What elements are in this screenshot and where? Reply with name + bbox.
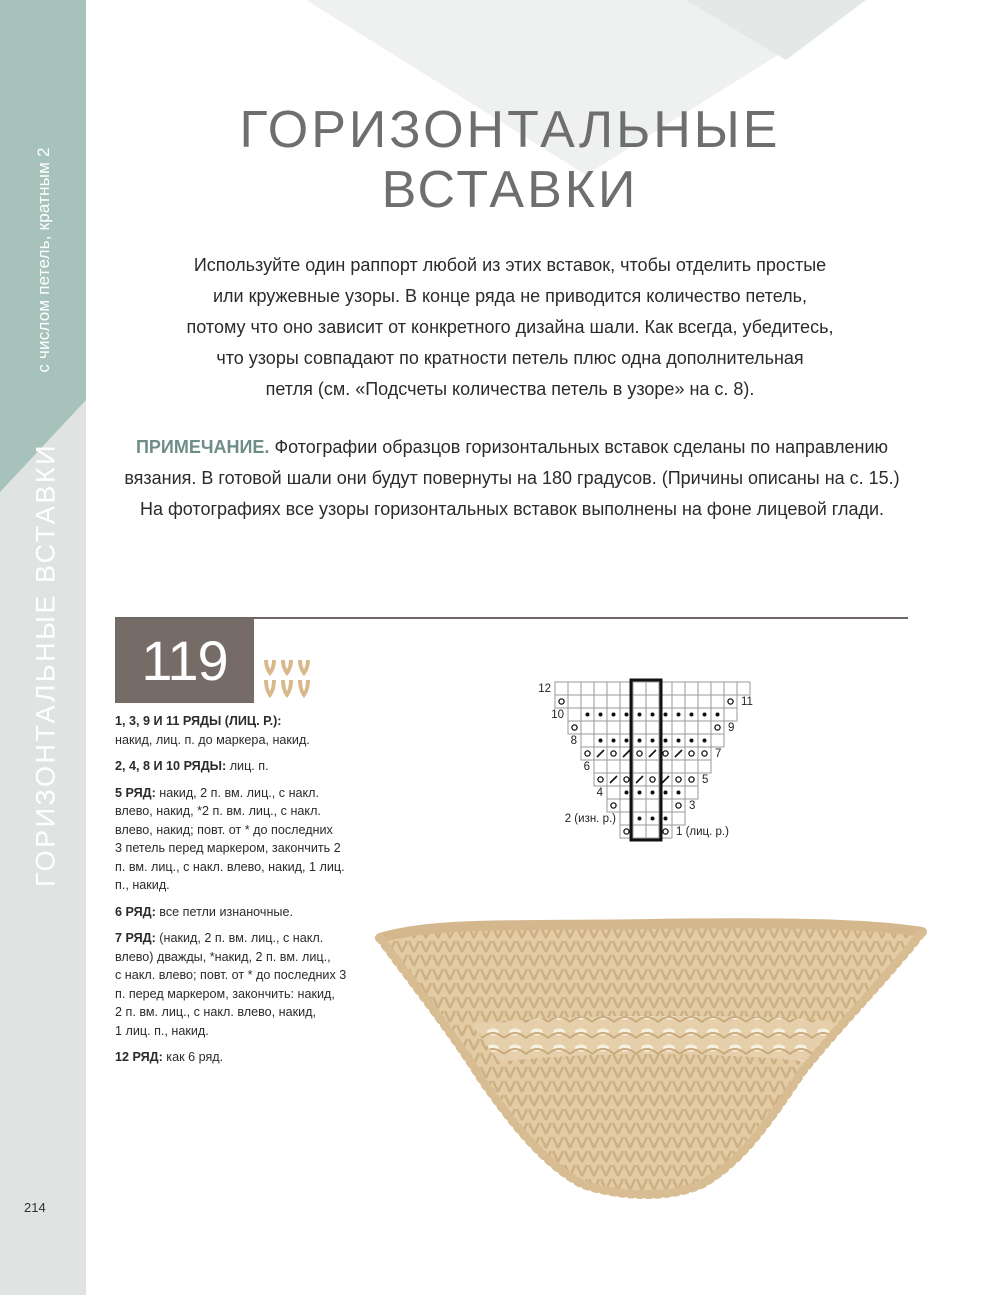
chart-cell <box>633 747 646 760</box>
chart-cell <box>672 721 685 734</box>
purl-symbol <box>664 817 668 821</box>
chart-cell <box>672 773 685 786</box>
note-text: Фотографии образцов горизонтальных вставок сделаны по направлению <box>269 437 889 457</box>
chart-row-label-right: 1 (лиц. р.) <box>676 826 729 838</box>
purl-symbol <box>651 713 655 717</box>
purl-symbol <box>664 739 668 743</box>
chart-cell <box>594 682 607 695</box>
chart-row-label-right: 7 <box>715 748 722 760</box>
instruction-text: влево) дважды, *накид, 2 п. вм. лиц., <box>115 949 331 964</box>
purl-symbol <box>638 791 642 795</box>
chart-row-label-right: 11 <box>741 696 753 708</box>
chart-cell <box>724 682 737 695</box>
instruction-block <box>115 929 370 1040</box>
instruction-text: все петли изнаночные. <box>155 904 293 919</box>
chart-cell <box>581 682 594 695</box>
chart-cell <box>555 695 568 708</box>
purl-symbol <box>677 739 681 743</box>
intro-line: петля (см. «Подсчеты количества петель в узоре» на с. 8). <box>265 379 755 399</box>
instruction-block <box>115 1048 370 1067</box>
purl-symbol <box>625 713 629 717</box>
chart-cell <box>581 747 594 760</box>
knitting-chart <box>515 676 795 861</box>
chart-cell <box>711 682 724 695</box>
chart-cell <box>607 760 620 773</box>
chart-cell <box>555 682 568 695</box>
purl-symbol <box>690 739 694 743</box>
page-title <box>150 100 870 220</box>
instruction-head: 7 РЯД: <box>115 931 156 945</box>
instruction-head: 12 РЯД: <box>115 1050 163 1064</box>
chart-cell <box>607 695 620 708</box>
intro-line: Используйте один раппорт любой из этих вставок, чтобы отделить простые <box>193 255 827 275</box>
chart-cell <box>698 721 711 734</box>
swatch-body <box>380 923 922 1194</box>
instruction-text: накид, 2 п. вм. лиц., с накл. <box>155 785 320 800</box>
chart-cell <box>594 695 607 708</box>
purl-symbol <box>651 817 655 821</box>
chart-cell <box>646 773 659 786</box>
title-line-2: ВСТАВКИ <box>381 161 639 219</box>
chart-cell <box>646 721 659 734</box>
page-number: 214 <box>24 1200 46 1215</box>
instruction-text: влево, накид, *2 п. вм. лиц., с накл. <box>115 804 321 818</box>
chart-cell <box>737 682 750 695</box>
purl-symbol <box>625 739 629 743</box>
chart-row-label-right: 3 <box>689 800 696 812</box>
note-line: На фотографиях все узоры горизонтальных вставок выполнены на фоне лицевой глади. <box>139 499 885 519</box>
chart-cell <box>607 721 620 734</box>
instruction-text: 2 п. вм. лиц., с накл. влево, накид, <box>115 1005 317 1019</box>
chart-cell <box>711 734 724 747</box>
chart-cell <box>711 695 724 708</box>
purl-symbol <box>651 739 655 743</box>
chart-cell <box>646 695 659 708</box>
chart-cell <box>633 682 646 695</box>
chart-cell <box>581 734 594 747</box>
note-paragraph <box>112 432 912 525</box>
pattern-instructions <box>115 712 370 1075</box>
chart-cell <box>685 682 698 695</box>
chart-row-label-left: 10 <box>551 709 564 721</box>
chart-cell <box>711 721 724 734</box>
chart-row-label-left: 12 <box>538 683 551 695</box>
chart-cell <box>672 682 685 695</box>
purl-symbol <box>677 713 681 717</box>
chart-cell <box>672 760 685 773</box>
purl-symbol <box>586 713 590 717</box>
chart-cell <box>646 760 659 773</box>
purl-symbol <box>625 791 629 795</box>
chart-cell <box>581 721 594 734</box>
chart-cell <box>685 695 698 708</box>
chart-cell <box>607 682 620 695</box>
chart-cell <box>672 799 685 812</box>
chart-cell <box>581 695 594 708</box>
chart-cell <box>633 825 646 838</box>
purl-symbol <box>599 713 603 717</box>
instruction-block <box>115 757 370 776</box>
instruction-block <box>115 903 370 922</box>
chart-cell <box>698 695 711 708</box>
purl-symbol <box>703 713 707 717</box>
yarn-skill-icon <box>262 658 314 700</box>
chart-cell <box>568 721 581 734</box>
instruction-text: с накл. влево; повт. от * до последних 3 <box>115 968 347 982</box>
chart-cell <box>568 682 581 695</box>
chart-cell <box>607 747 620 760</box>
chart-cell <box>698 760 711 773</box>
sidebar-section-title: ГОРИЗОНТАЛЬНЫЕ ВСТАВКИ <box>30 442 61 888</box>
instruction-head: 5 РЯД: <box>115 785 156 800</box>
note-line: вязания. В готовой шали они будут повернуты на 180 градусов. (Причины описаны на с. 15.) <box>124 468 900 488</box>
chart-cell <box>633 721 646 734</box>
chart-cell <box>672 812 685 825</box>
note-line <box>112 432 912 463</box>
chart-cell <box>724 695 737 708</box>
chart-row-label-left: 2 (изн. р.) <box>564 813 616 825</box>
title-line-1: ГОРИЗОНТАЛЬНЫЕ <box>239 101 781 159</box>
chart-cell <box>646 825 659 838</box>
instruction-block <box>115 712 370 749</box>
purl-symbol <box>716 713 720 717</box>
chart-cell <box>633 695 646 708</box>
instruction-text: п., накид. <box>115 878 170 892</box>
note-label: ПРИМЕЧАНИЕ. <box>135 437 270 457</box>
instruction-text: (накид, 2 п. вм. лиц., с накл. <box>155 931 324 945</box>
instruction-text: как 6 ряд. <box>162 1050 224 1064</box>
chart-cell <box>646 682 659 695</box>
instruction-text: п. вм. лиц., с накл. влево, накид, 1 лиц. <box>115 859 345 874</box>
purl-symbol <box>612 713 616 717</box>
purl-symbol <box>664 713 668 717</box>
pattern-number: 119 <box>115 619 254 703</box>
instruction-text: накид, лиц. п. до маркера, накид. <box>115 732 310 747</box>
chart-cell <box>633 799 646 812</box>
instruction-head: 1, 3, 9 И 11 РЯДЫ (ЛИЦ. Р.): <box>115 714 282 728</box>
purl-symbol <box>599 739 603 743</box>
purl-symbol <box>690 713 694 717</box>
instruction-text: лиц. п. <box>226 759 269 773</box>
chart-cell <box>724 708 737 721</box>
chart-cell <box>685 747 698 760</box>
chart-row-label-left: 8 <box>570 735 577 747</box>
chart-cell <box>685 773 698 786</box>
purl-symbol <box>638 713 642 717</box>
instruction-block <box>115 784 370 895</box>
chart-cell <box>568 695 581 708</box>
instruction-text: влево, накид; повт. от * до последних <box>115 822 333 837</box>
instruction-text: 1 лиц. п., накид. <box>115 1023 209 1038</box>
purl-symbol <box>612 739 616 743</box>
chart-cell <box>594 773 607 786</box>
chart-row-label-right: 9 <box>728 722 735 734</box>
knitted-swatch-photo <box>372 912 932 1202</box>
chart-cell <box>594 760 607 773</box>
purl-symbol <box>638 817 642 821</box>
chart-cell <box>633 760 646 773</box>
intro-line: или кружевные узоры. В конце ряда не приводится количество петель, <box>212 286 808 306</box>
chart-cell <box>607 786 620 799</box>
intro-line: потому что оно зависит от конкретного дизайна шали. Как всегда, убедитесь, <box>186 317 834 337</box>
chart-cell <box>568 708 581 721</box>
purl-symbol <box>703 739 707 743</box>
chart-cell <box>594 721 607 734</box>
chart-cell <box>698 682 711 695</box>
purl-symbol <box>664 791 668 795</box>
purl-symbol <box>677 791 681 795</box>
chart-cell <box>646 799 659 812</box>
chart-cell <box>672 695 685 708</box>
chart-row-label-right: 5 <box>702 774 709 786</box>
instruction-head: 2, 4, 8 И 10 РЯДЫ: <box>115 759 227 773</box>
chart-cell <box>685 786 698 799</box>
chart-cell <box>607 799 620 812</box>
intro-paragraph <box>150 250 870 405</box>
chart-row-label-left: 6 <box>583 761 590 773</box>
chart-cell <box>698 747 711 760</box>
intro-line: что узоры совпадают по кратности петель плюс одна дополнительная <box>216 348 804 368</box>
chart-cell <box>685 721 698 734</box>
instruction-text: п. перед маркером, закончить: накид, <box>115 986 335 1001</box>
chart-cell <box>685 760 698 773</box>
chart-row-label-left: 4 <box>596 787 603 799</box>
instruction-head: 6 РЯД: <box>115 904 156 919</box>
purl-symbol <box>638 739 642 743</box>
purl-symbol <box>651 791 655 795</box>
sidebar-subtitle: с числом петель, кратным 2 <box>34 147 53 373</box>
instruction-text: 3 петель перед маркером, закончить 2 <box>115 841 341 855</box>
